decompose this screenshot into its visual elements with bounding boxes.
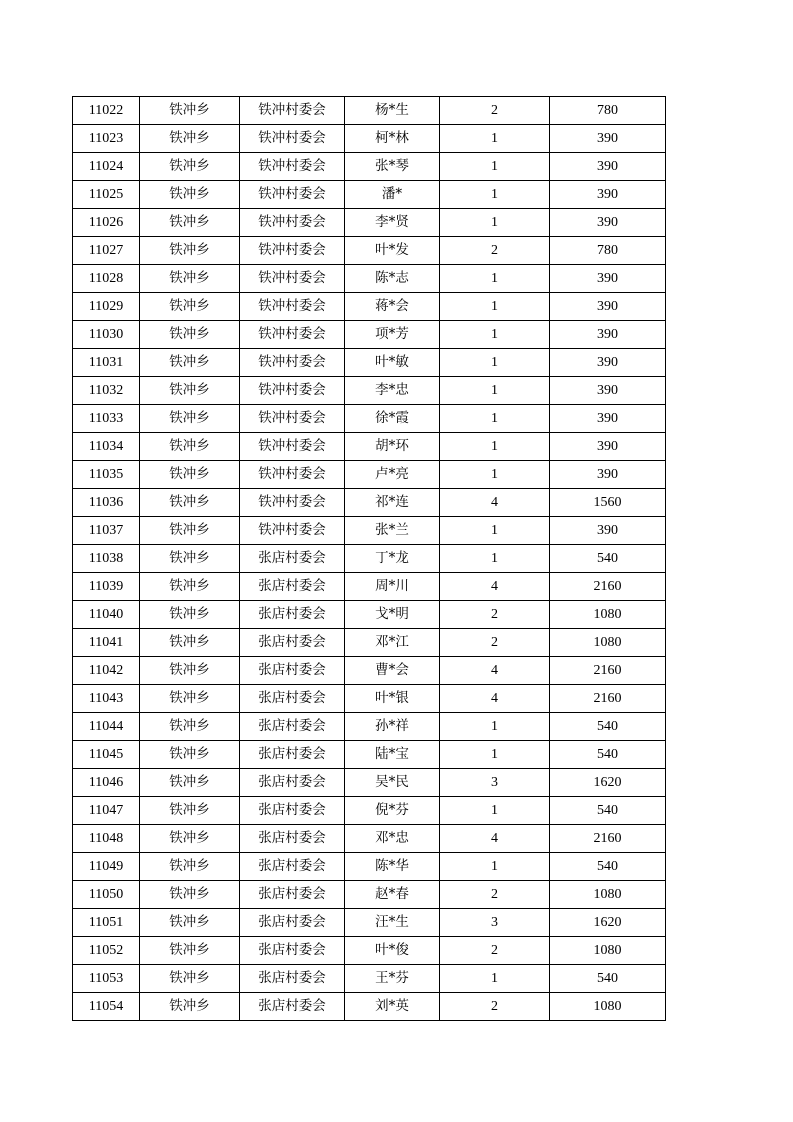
village-committee-cell: 张店村委会 [240, 853, 345, 881]
village-committee-cell: 张店村委会 [240, 685, 345, 713]
amount-cell: 390 [550, 321, 666, 349]
name-cell: 李*忠 [345, 377, 440, 405]
household-count-cell: 3 [440, 909, 550, 937]
amount-cell: 2160 [550, 825, 666, 853]
table-row [73, 237, 666, 265]
township-cell: 铁冲乡 [140, 965, 240, 993]
household-count-cell: 1 [440, 461, 550, 489]
household-count-cell: 1 [440, 181, 550, 209]
household-count-cell: 1 [440, 965, 550, 993]
name-cell: 戈*明 [345, 601, 440, 629]
village-committee-cell: 张店村委会 [240, 741, 345, 769]
name-cell: 潘* [345, 181, 440, 209]
amount-cell: 2160 [550, 657, 666, 685]
name-cell: 丁*龙 [345, 545, 440, 573]
record-id-cell: 11024 [73, 153, 140, 181]
amount-cell: 390 [550, 293, 666, 321]
amount-cell: 390 [550, 125, 666, 153]
table-row [73, 489, 666, 517]
amount-cell: 390 [550, 433, 666, 461]
household-count-cell: 4 [440, 685, 550, 713]
township-cell: 铁冲乡 [140, 657, 240, 685]
record-id-cell: 11051 [73, 909, 140, 937]
name-cell: 胡*环 [345, 433, 440, 461]
household-count-cell: 4 [440, 573, 550, 601]
table-row [73, 377, 666, 405]
household-count-cell: 1 [440, 797, 550, 825]
name-cell: 邓*江 [345, 629, 440, 657]
name-cell: 叶*敏 [345, 349, 440, 377]
name-cell: 倪*芬 [345, 797, 440, 825]
name-cell: 张*琴 [345, 153, 440, 181]
record-id-cell: 11050 [73, 881, 140, 909]
township-cell: 铁冲乡 [140, 825, 240, 853]
record-id-cell: 11044 [73, 713, 140, 741]
village-committee-cell: 铁冲村委会 [240, 433, 345, 461]
table-row [73, 517, 666, 545]
record-id-cell: 11041 [73, 629, 140, 657]
table-row [73, 685, 666, 713]
amount-cell: 390 [550, 153, 666, 181]
village-committee-cell: 铁冲村委会 [240, 153, 345, 181]
amount-cell: 390 [550, 405, 666, 433]
name-cell: 徐*霞 [345, 405, 440, 433]
household-count-cell: 1 [440, 517, 550, 545]
amount-cell: 540 [550, 797, 666, 825]
table-row [73, 321, 666, 349]
village-committee-cell: 铁冲村委会 [240, 489, 345, 517]
township-cell: 铁冲乡 [140, 853, 240, 881]
name-cell: 柯*林 [345, 125, 440, 153]
township-cell: 铁冲乡 [140, 741, 240, 769]
table-row [73, 741, 666, 769]
village-committee-cell: 张店村委会 [240, 797, 345, 825]
township-cell: 铁冲乡 [140, 769, 240, 797]
table-row [73, 461, 666, 489]
record-id-cell: 11032 [73, 377, 140, 405]
amount-cell: 390 [550, 265, 666, 293]
records-body [73, 97, 666, 1021]
township-cell: 铁冲乡 [140, 405, 240, 433]
table-row [73, 97, 666, 125]
household-count-cell: 1 [440, 349, 550, 377]
record-id-cell: 11033 [73, 405, 140, 433]
household-count-cell: 2 [440, 881, 550, 909]
record-id-cell: 11040 [73, 601, 140, 629]
name-cell: 蒋*会 [345, 293, 440, 321]
household-count-cell: 1 [440, 853, 550, 881]
township-cell: 铁冲乡 [140, 293, 240, 321]
township-cell: 铁冲乡 [140, 685, 240, 713]
table-row [73, 293, 666, 321]
household-count-cell: 1 [440, 741, 550, 769]
amount-cell: 540 [550, 713, 666, 741]
village-committee-cell: 铁冲村委会 [240, 125, 345, 153]
township-cell: 铁冲乡 [140, 181, 240, 209]
village-committee-cell: 张店村委会 [240, 573, 345, 601]
name-cell: 张*兰 [345, 517, 440, 545]
township-cell: 铁冲乡 [140, 321, 240, 349]
name-cell: 叶*银 [345, 685, 440, 713]
record-id-cell: 11031 [73, 349, 140, 377]
township-cell: 铁冲乡 [140, 517, 240, 545]
amount-cell: 390 [550, 349, 666, 377]
record-id-cell: 11043 [73, 685, 140, 713]
record-id-cell: 11053 [73, 965, 140, 993]
table-row [73, 545, 666, 573]
name-cell: 汪*生 [345, 909, 440, 937]
household-count-cell: 1 [440, 433, 550, 461]
township-cell: 铁冲乡 [140, 153, 240, 181]
village-committee-cell: 铁冲村委会 [240, 209, 345, 237]
amount-cell: 1620 [550, 769, 666, 797]
amount-cell: 390 [550, 377, 666, 405]
record-id-cell: 11046 [73, 769, 140, 797]
household-count-cell: 4 [440, 825, 550, 853]
household-count-cell: 2 [440, 629, 550, 657]
amount-cell: 390 [550, 209, 666, 237]
household-count-cell: 2 [440, 601, 550, 629]
table-row [73, 433, 666, 461]
amount-cell: 390 [550, 181, 666, 209]
amount-cell: 1080 [550, 881, 666, 909]
township-cell: 铁冲乡 [140, 881, 240, 909]
household-count-cell: 2 [440, 993, 550, 1021]
record-id-cell: 11042 [73, 657, 140, 685]
township-cell: 铁冲乡 [140, 97, 240, 125]
table-row [73, 937, 666, 965]
name-cell: 叶*发 [345, 237, 440, 265]
township-cell: 铁冲乡 [140, 209, 240, 237]
amount-cell: 1620 [550, 909, 666, 937]
table-row [73, 797, 666, 825]
village-committee-cell: 张店村委会 [240, 881, 345, 909]
household-count-cell: 1 [440, 377, 550, 405]
table-row [73, 769, 666, 797]
table-row [73, 993, 666, 1021]
township-cell: 铁冲乡 [140, 489, 240, 517]
village-committee-cell: 铁冲村委会 [240, 293, 345, 321]
amount-cell: 780 [550, 97, 666, 125]
township-cell: 铁冲乡 [140, 461, 240, 489]
name-cell: 陈*华 [345, 853, 440, 881]
township-cell: 铁冲乡 [140, 601, 240, 629]
amount-cell: 540 [550, 965, 666, 993]
amount-cell: 1560 [550, 489, 666, 517]
table-row [73, 853, 666, 881]
township-cell: 铁冲乡 [140, 993, 240, 1021]
township-cell: 铁冲乡 [140, 937, 240, 965]
table-row [73, 181, 666, 209]
name-cell: 邓*忠 [345, 825, 440, 853]
record-id-cell: 11038 [73, 545, 140, 573]
table-row [73, 965, 666, 993]
village-committee-cell: 张店村委会 [240, 965, 345, 993]
table-row [73, 909, 666, 937]
village-committee-cell: 张店村委会 [240, 545, 345, 573]
household-count-cell: 4 [440, 657, 550, 685]
name-cell: 孙*祥 [345, 713, 440, 741]
village-committee-cell: 铁冲村委会 [240, 181, 345, 209]
table-row [73, 209, 666, 237]
record-id-cell: 11023 [73, 125, 140, 153]
amount-cell: 2160 [550, 685, 666, 713]
village-committee-cell: 张店村委会 [240, 713, 345, 741]
village-committee-cell: 张店村委会 [240, 909, 345, 937]
name-cell: 叶*俊 [345, 937, 440, 965]
record-id-cell: 11028 [73, 265, 140, 293]
household-count-cell: 1 [440, 713, 550, 741]
table-row [73, 153, 666, 181]
record-id-cell: 11034 [73, 433, 140, 461]
name-cell: 陆*宝 [345, 741, 440, 769]
amount-cell: 2160 [550, 573, 666, 601]
record-id-cell: 11047 [73, 797, 140, 825]
household-count-cell: 1 [440, 405, 550, 433]
amount-cell: 390 [550, 461, 666, 489]
name-cell: 陈*志 [345, 265, 440, 293]
village-committee-cell: 铁冲村委会 [240, 377, 345, 405]
township-cell: 铁冲乡 [140, 909, 240, 937]
amount-cell: 540 [550, 853, 666, 881]
household-count-cell: 3 [440, 769, 550, 797]
household-count-cell: 1 [440, 125, 550, 153]
household-count-cell: 2 [440, 237, 550, 265]
table-row [73, 601, 666, 629]
village-committee-cell: 铁冲村委会 [240, 517, 345, 545]
name-cell: 卢*亮 [345, 461, 440, 489]
table-row [73, 265, 666, 293]
village-committee-cell: 铁冲村委会 [240, 461, 345, 489]
village-committee-cell: 铁冲村委会 [240, 349, 345, 377]
village-committee-cell: 张店村委会 [240, 937, 345, 965]
household-count-cell: 1 [440, 265, 550, 293]
table-row [73, 573, 666, 601]
record-id-cell: 11039 [73, 573, 140, 601]
township-cell: 铁冲乡 [140, 349, 240, 377]
township-cell: 铁冲乡 [140, 125, 240, 153]
household-count-cell: 1 [440, 321, 550, 349]
amount-cell: 1080 [550, 601, 666, 629]
record-id-cell: 11022 [73, 97, 140, 125]
record-id-cell: 11037 [73, 517, 140, 545]
household-count-cell: 1 [440, 293, 550, 321]
village-committee-cell: 张店村委会 [240, 601, 345, 629]
record-id-cell: 11054 [73, 993, 140, 1021]
table-row [73, 825, 666, 853]
village-committee-cell: 铁冲村委会 [240, 237, 345, 265]
household-count-cell: 2 [440, 937, 550, 965]
table-row [73, 405, 666, 433]
record-id-cell: 11030 [73, 321, 140, 349]
table-row [73, 881, 666, 909]
table-row [73, 125, 666, 153]
record-id-cell: 11027 [73, 237, 140, 265]
record-id-cell: 11025 [73, 181, 140, 209]
village-committee-cell: 铁冲村委会 [240, 97, 345, 125]
household-count-cell: 1 [440, 209, 550, 237]
name-cell: 项*芳 [345, 321, 440, 349]
household-count-cell: 1 [440, 153, 550, 181]
name-cell: 杨*生 [345, 97, 440, 125]
township-cell: 铁冲乡 [140, 797, 240, 825]
village-committee-cell: 张店村委会 [240, 629, 345, 657]
township-cell: 铁冲乡 [140, 713, 240, 741]
name-cell: 王*芬 [345, 965, 440, 993]
amount-cell: 780 [550, 237, 666, 265]
name-cell: 赵*春 [345, 881, 440, 909]
name-cell: 刘*英 [345, 993, 440, 1021]
township-cell: 铁冲乡 [140, 629, 240, 657]
village-committee-cell: 张店村委会 [240, 769, 345, 797]
township-cell: 铁冲乡 [140, 545, 240, 573]
record-id-cell: 11048 [73, 825, 140, 853]
records-table [72, 96, 666, 1021]
record-id-cell: 11052 [73, 937, 140, 965]
household-count-cell: 1 [440, 545, 550, 573]
township-cell: 铁冲乡 [140, 573, 240, 601]
name-cell: 吴*民 [345, 769, 440, 797]
record-id-cell: 11026 [73, 209, 140, 237]
name-cell: 祁*连 [345, 489, 440, 517]
village-committee-cell: 铁冲村委会 [240, 405, 345, 433]
name-cell: 曹*会 [345, 657, 440, 685]
village-committee-cell: 铁冲村委会 [240, 265, 345, 293]
amount-cell: 540 [550, 741, 666, 769]
name-cell: 周*川 [345, 573, 440, 601]
village-committee-cell: 张店村委会 [240, 993, 345, 1021]
township-cell: 铁冲乡 [140, 433, 240, 461]
household-count-cell: 2 [440, 97, 550, 125]
village-committee-cell: 张店村委会 [240, 657, 345, 685]
table-row [73, 657, 666, 685]
amount-cell: 390 [550, 517, 666, 545]
table-row [73, 713, 666, 741]
township-cell: 铁冲乡 [140, 265, 240, 293]
record-id-cell: 11029 [73, 293, 140, 321]
amount-cell: 1080 [550, 993, 666, 1021]
record-id-cell: 11035 [73, 461, 140, 489]
amount-cell: 1080 [550, 629, 666, 657]
village-committee-cell: 张店村委会 [240, 825, 345, 853]
township-cell: 铁冲乡 [140, 237, 240, 265]
township-cell: 铁冲乡 [140, 377, 240, 405]
table-row [73, 629, 666, 657]
amount-cell: 1080 [550, 937, 666, 965]
household-count-cell: 4 [440, 489, 550, 517]
village-committee-cell: 铁冲村委会 [240, 321, 345, 349]
amount-cell: 540 [550, 545, 666, 573]
table-row [73, 349, 666, 377]
record-id-cell: 11049 [73, 853, 140, 881]
name-cell: 李*贤 [345, 209, 440, 237]
record-id-cell: 11045 [73, 741, 140, 769]
record-id-cell: 11036 [73, 489, 140, 517]
